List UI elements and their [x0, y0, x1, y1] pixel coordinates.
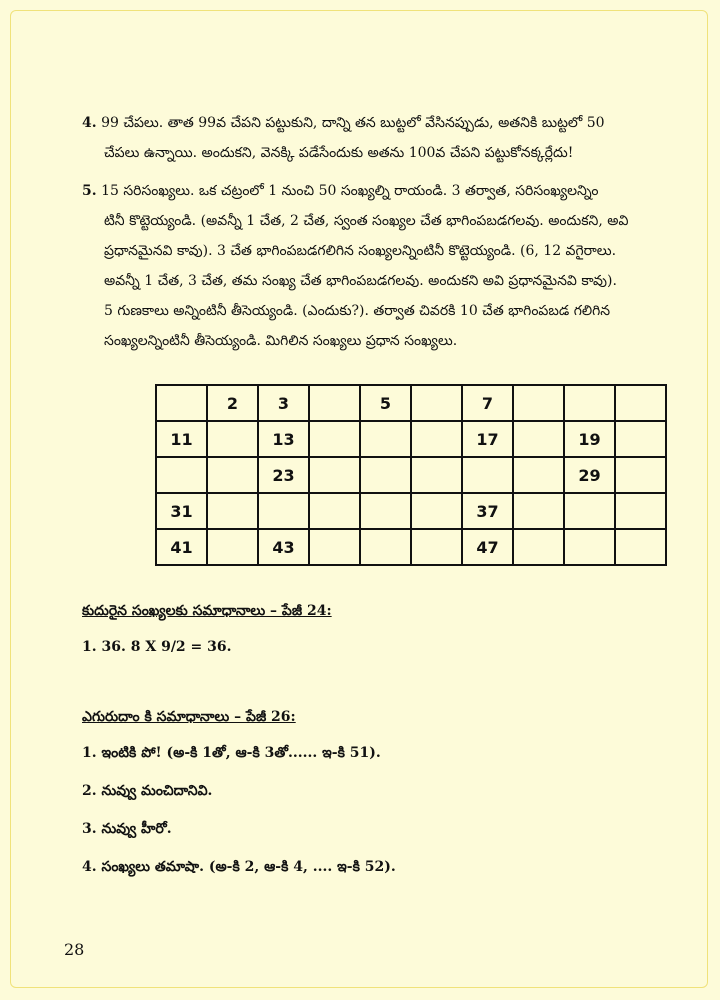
paragraph-line — [82, 176, 662, 206]
grid-cell: 2 — [207, 385, 258, 421]
answer-line: 3. నువ్వు హీరో. — [82, 821, 172, 837]
grid-row — [156, 529, 666, 565]
paragraph-text: అవన్నీ 1 చేత, 3 చేత, తమ సంఖ్య చేత భాగింపబడగలవు. అందుకని అవి ప్రధానమైనవి కావు). — [104, 273, 617, 289]
paragraph-text: సంఖ్యలన్నింటినీ తీసెయ్యండి. మిగిలిన సంఖ్యలు ప్రధాన సంఖ్యలు. — [104, 333, 458, 349]
grid-cell — [513, 385, 564, 421]
grid-cell — [360, 457, 411, 493]
paragraph-4 — [82, 108, 662, 168]
grid-cell — [411, 421, 462, 457]
grid-cell — [513, 529, 564, 565]
grid-cell — [615, 529, 666, 565]
grid-cell: 7 — [462, 385, 513, 421]
paragraph-text: ప్రధానమైనవి కావు). 3 చేత భాగింపబడగలిగిన సంఖ్యలన్నింటినీ కొట్టెయ్యండి. (6, 12 వగైరాలు. — [104, 243, 617, 259]
grid-cell — [411, 385, 462, 421]
paragraph-text: 5 గుణకాలు అన్నింటినీ తీసెయ్యండి. (ఎందుకు?). తర్వాత చివరకి 10 చేత భాగింపబడ గలిగిన — [104, 303, 611, 319]
section-heading: ఎగురుదాం కి సమాధానాలు – పేజీ 26: — [82, 709, 296, 725]
grid-cell — [309, 457, 360, 493]
answer-line: 1. ఇంటికి పో! (అ-కి 1తో, ఆ-కి 3తో...... ఇ-కి 51). — [82, 745, 381, 761]
paragraph-text: 99 చేపలు. తాత 99వ చేపని పట్టుకుని, దాన్ని తన బుట్టలో వేసినప్పుడు, అతనికి బుట్టలో 50 — [101, 115, 605, 131]
grid-cell — [615, 457, 666, 493]
paragraph-text: చేపలు ఉన్నాయి. అందుకని, వెనక్కి పడేసేందుకు అతను 100వ చేపని పట్టుకోనక్కర్లేదు! — [104, 145, 574, 161]
grid-cell — [309, 385, 360, 421]
grid-cell — [411, 457, 462, 493]
paragraph-text: 15 సరిసంఖ్యలు. ఒక చట్రంలో 1 నుంచి 50 సంఖ్యల్ని రాయండి. 3 తర్వాత, సరిసంఖ్యలన్నిం — [101, 183, 599, 199]
grid-cell — [258, 493, 309, 529]
grid-cell: 3 — [258, 385, 309, 421]
grid-cell — [513, 493, 564, 529]
paragraph-text: టినీ కొట్టెయ్యండి. (అవన్నీ 1 చేత, 2 చేత, స్వంత సంఖ్యల చేత భాగింపబడగలవు. అందుకని, అవి — [104, 213, 629, 229]
grid-cell — [309, 493, 360, 529]
grid-cell — [360, 421, 411, 457]
answer-line: 2. నువ్వు మంచిదానివి. — [82, 783, 213, 799]
grid-cell — [564, 385, 615, 421]
page-number: 28 — [64, 940, 85, 959]
grid-cell — [207, 421, 258, 457]
grid-cell: 29 — [564, 457, 615, 493]
prime-number-grid — [155, 384, 667, 566]
grid-cell — [564, 529, 615, 565]
grid-cell — [156, 457, 207, 493]
grid-cell — [462, 457, 513, 493]
answer-line: 1. 36. 8 X 9/2 = 36. — [82, 639, 232, 655]
section-heading: కుదురైన సంఖ్యలకు సమాధానాలు – పేజీ 24: — [82, 603, 332, 619]
grid-cell: 41 — [156, 529, 207, 565]
grid-cell: 43 — [258, 529, 309, 565]
grid-row — [156, 385, 666, 421]
grid-cell: 5 — [360, 385, 411, 421]
grid-row — [156, 421, 666, 457]
grid-cell — [156, 385, 207, 421]
grid-cell: 31 — [156, 493, 207, 529]
grid-cell — [564, 493, 615, 529]
answers-section-page-26 — [82, 706, 662, 894]
grid-cell — [615, 385, 666, 421]
grid-cell: 37 — [462, 493, 513, 529]
main-text — [82, 108, 662, 364]
grid-cell — [411, 493, 462, 529]
paragraph-number: 5. — [82, 183, 97, 199]
grid-cell: 19 — [564, 421, 615, 457]
paragraph-number: 4. — [82, 115, 97, 131]
grid-cell — [411, 529, 462, 565]
grid-cell — [615, 493, 666, 529]
answer-line: 4. సంఖ్యలు తమాషా. (అ-కి 2, ఆ-కి 4, .... ఇ-కి 52). — [82, 859, 396, 875]
grid-cell — [360, 493, 411, 529]
grid-cell — [309, 529, 360, 565]
grid-cell: 17 — [462, 421, 513, 457]
paragraph-5 — [82, 176, 662, 356]
grid-cell — [207, 457, 258, 493]
grid-cell — [513, 421, 564, 457]
grid-cell — [615, 421, 666, 457]
grid-cell — [360, 529, 411, 565]
grid-cell: 11 — [156, 421, 207, 457]
answers-section-page-24 — [82, 600, 662, 674]
grid-cell — [309, 421, 360, 457]
grid-cell — [207, 493, 258, 529]
grid-cell: 23 — [258, 457, 309, 493]
grid-cell — [513, 457, 564, 493]
grid-row — [156, 493, 666, 529]
grid-cell: 13 — [258, 421, 309, 457]
number-grid-table — [155, 384, 667, 566]
paragraph-line — [82, 108, 662, 138]
grid-row — [156, 457, 666, 493]
grid-cell — [207, 529, 258, 565]
grid-cell: 47 — [462, 529, 513, 565]
